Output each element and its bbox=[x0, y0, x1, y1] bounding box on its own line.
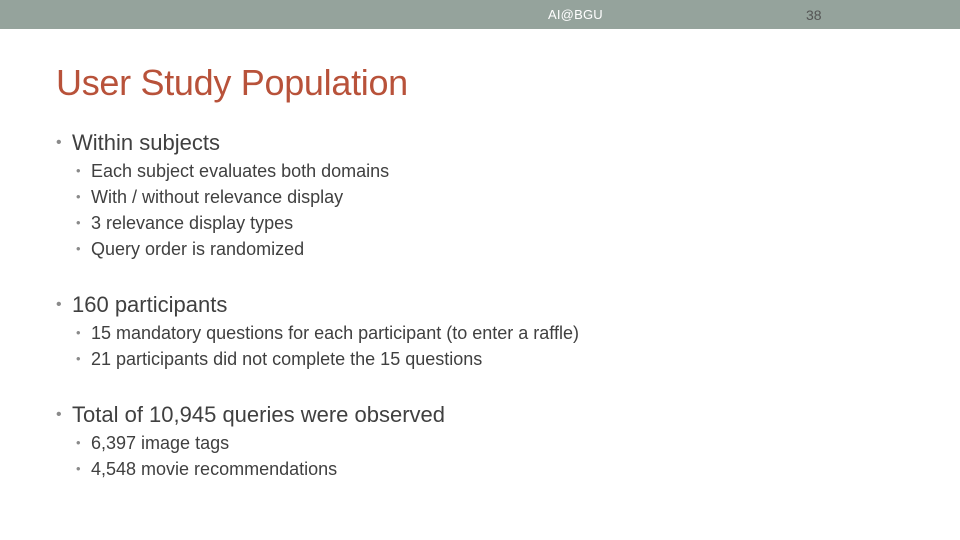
section-heading: Within subjects bbox=[72, 130, 220, 155]
bullet-level2 bbox=[56, 236, 916, 262]
bullet-level1 bbox=[56, 290, 916, 320]
header-bar bbox=[0, 0, 960, 29]
bullet-level2 bbox=[56, 210, 916, 236]
bullet-level2 bbox=[56, 158, 916, 184]
page-number: 38 bbox=[806, 7, 822, 23]
section-queries bbox=[56, 400, 916, 482]
bullet-icon: • bbox=[56, 406, 62, 423]
bullet-icon: • bbox=[76, 351, 81, 366]
list-item: 15 mandatory questions for each participant (to enter a raffle) bbox=[91, 323, 579, 343]
bullet-icon: • bbox=[76, 189, 81, 204]
section-heading: Total of 10,945 queries were observed bbox=[72, 402, 446, 427]
list-item: 4,548 movie recommendations bbox=[91, 459, 338, 479]
bullet-icon: • bbox=[76, 461, 81, 476]
bullet-icon: • bbox=[56, 134, 62, 151]
list-item: 21 participants did not complete the 15 questions bbox=[91, 349, 483, 369]
section-participants bbox=[56, 290, 916, 372]
bullet-icon: • bbox=[56, 296, 62, 313]
list-item: Each subject evaluates both domains bbox=[91, 161, 390, 181]
list-item: Query order is randomized bbox=[91, 239, 305, 259]
bullet-level2 bbox=[56, 184, 916, 210]
list-item: 6,397 image tags bbox=[91, 433, 230, 453]
footer-text: AI@BGU bbox=[548, 7, 603, 22]
list-item: With / without relevance display bbox=[91, 187, 344, 207]
bullet-icon: • bbox=[76, 241, 81, 256]
bullet-icon: • bbox=[76, 435, 81, 450]
list-item: 3 relevance display types bbox=[91, 213, 294, 233]
bullet-level1 bbox=[56, 400, 916, 430]
bullet-level2 bbox=[56, 430, 916, 456]
slide-body bbox=[56, 128, 916, 510]
section-within-subjects bbox=[56, 128, 916, 262]
bullet-level1 bbox=[56, 128, 916, 158]
slide-title: User Study Population bbox=[56, 62, 408, 103]
bullet-icon: • bbox=[76, 215, 81, 230]
bullet-icon: • bbox=[76, 163, 81, 178]
bullet-level2 bbox=[56, 320, 916, 346]
bullet-icon: • bbox=[76, 325, 81, 340]
section-heading: 160 participants bbox=[72, 292, 228, 317]
bullet-level2 bbox=[56, 346, 916, 372]
bullet-level2 bbox=[56, 456, 916, 482]
